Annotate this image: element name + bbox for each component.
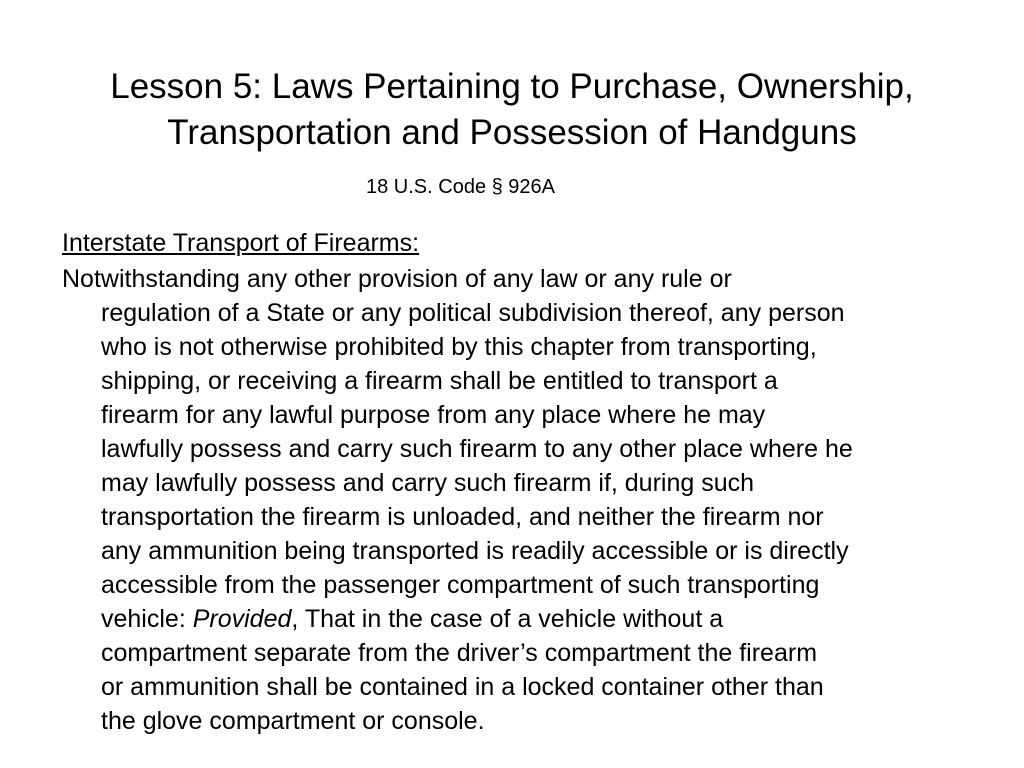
paragraph-line: transportation the firearm is unloaded, and neither the firearm nor bbox=[101, 503, 824, 531]
paragraph-line: the glove compartment or console. bbox=[101, 707, 485, 735]
paragraph-line: firearm for any lawful purpose from any place where he may bbox=[101, 401, 766, 429]
paragraph-line: lawfully possess and carry such firearm to any other place where he bbox=[101, 435, 853, 463]
section-heading: Interstate Transport of Firearms: bbox=[62, 229, 420, 257]
code-citation: 18 U.S. Code § 926A bbox=[366, 176, 556, 198]
paragraph-line: any ammunition being transported is readily accessible or is directly bbox=[101, 537, 849, 565]
paragraph-line: Notwithstanding any other provision of any law or any rule or bbox=[62, 265, 732, 293]
slide-title bbox=[40, 64, 984, 156]
provided-italic: Provided bbox=[192, 605, 292, 633]
paragraph-line: may lawfully possess and carry such firearm if, during such bbox=[101, 469, 755, 497]
slide-body bbox=[62, 226, 972, 738]
paragraph-line-provided bbox=[62, 602, 972, 636]
paragraph-line: regulation of a State or any political subdivision thereof, any person bbox=[101, 299, 845, 327]
paragraph-line: compartment separate from the driver’s compartment the firearm bbox=[101, 639, 818, 667]
paragraph-line: shipping, or receiving a firearm shall be entitled to transport a bbox=[101, 367, 778, 395]
statute-paragraph bbox=[62, 262, 972, 738]
paragraph-line: or ammunition shall be contained in a locked container other than bbox=[101, 673, 824, 701]
paragraph-line: accessible from the passenger compartment of such transporting bbox=[101, 571, 820, 599]
line-suffix: , That in the case of a vehicle without a bbox=[291, 605, 724, 633]
paragraph-line: who is not otherwise prohibited by this chapter from transporting, bbox=[101, 333, 817, 361]
title-line-2: Transportation and Possession of Handguns bbox=[167, 113, 857, 152]
line-prefix: vehicle: bbox=[101, 605, 193, 633]
title-line-1: Lesson 5: Laws Pertaining to Purchase, Ownership, bbox=[110, 67, 914, 106]
